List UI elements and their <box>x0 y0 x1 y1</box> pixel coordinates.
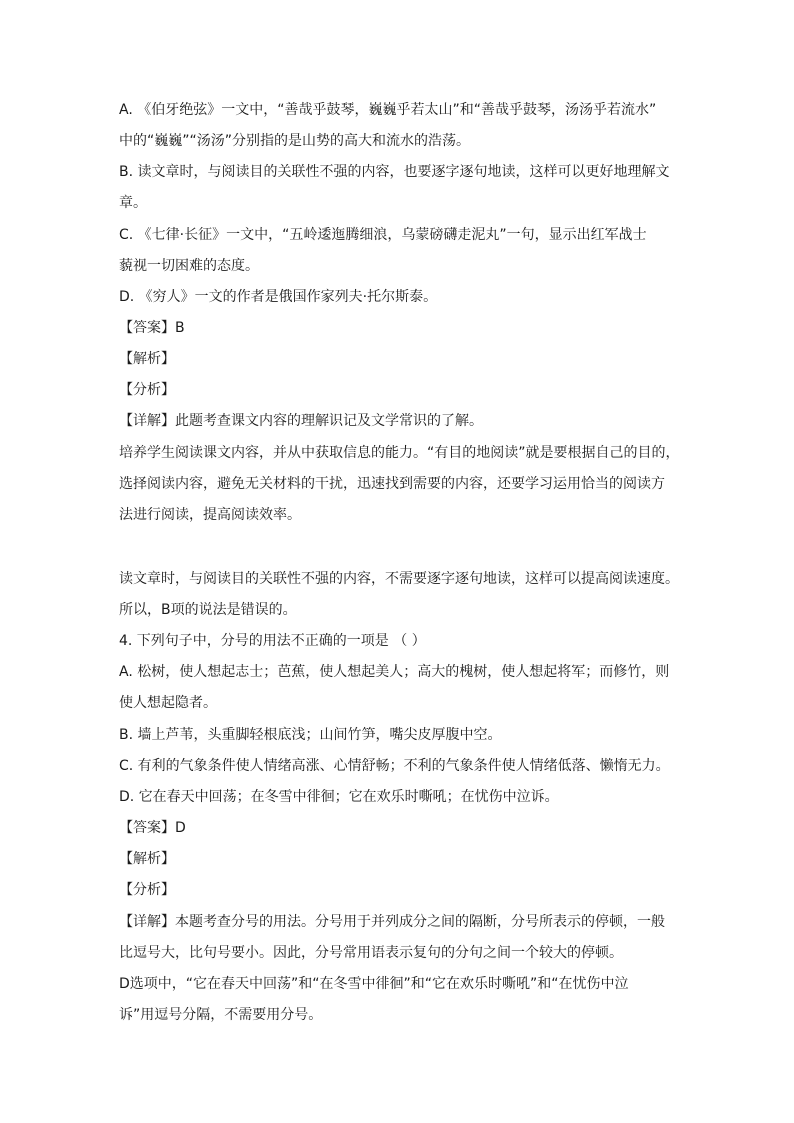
q4-option-c: C. 有利的气象条件使人情绪高涨、心情舒畅；不利的气象条件使人情绪低落、懒惰无力。 <box>119 758 670 774</box>
q4-option-a-line-2: 使人想起隐者。 <box>119 695 217 711</box>
q4-detail-line-2: 比逗号大，比句号要小。因此，分号常用语表示复句的分句之间一个较大的停顿。 <box>119 945 623 961</box>
option-c-line-1: C. 《七律·长征》一文中，“五岭逶迤腾细浪，乌蒙磅礴走泥丸”一句，显示出红军战士 <box>119 227 647 243</box>
q4-analysis-label: 【解析】 <box>119 851 175 867</box>
detail-line-3: 选择阅读内容，避免无关材料的干扰，迅速找到需要的内容，还要学习运用恰当的阅读方 <box>119 476 665 492</box>
option-b-line-1: B. 读文章时，与阅读目的关联性不强的内容，也要逐字逐句地读，这样可以更好地理解文 <box>119 164 670 180</box>
option-a-line-1: A. 《伯牙绝弦》一文中，“善哉乎鼓琴，巍巍乎若太山”和“善哉乎鼓琴，汤汤乎若流水” <box>119 102 657 118</box>
q4-option-a-line-1: A. 松树，使人想起志士；芭蕉，使人想起美人；高大的槐树，使人想起将军；而修竹，则 <box>119 664 670 680</box>
option-c-line-2: 藐视一切困难的态度。 <box>119 258 259 274</box>
question-4-title: 4. 下列句子中，分号的用法不正确的一项是 （ ） <box>119 633 426 649</box>
detail-line-5: 读文章时，与阅读目的关联性不强的内容，不需要逐字逐句地读，这样可以提高阅读速度。 <box>119 571 679 587</box>
q4-option-d: D. 它在春天中回荡；在冬雪中徘徊；它在欢乐时嘶吼；在忧伤中泣诉。 <box>119 789 559 805</box>
q4-breakdown-label: 【分析】 <box>119 882 175 898</box>
q4-detail-line-3: D选项中，“它在春天中回荡”和“在冬雪中徘徊”和“它在欢乐时嘶吼”和“在忧伤中泣 <box>119 976 629 992</box>
detail-line-1: 【详解】此题考查课文内容的理解识记及文学常识的了解。 <box>119 413 483 429</box>
detail-line-2: 培养学生阅读课文内容，并从中获取信息的能力。“有目的地阅读”就是要根据自己的目的， <box>119 445 680 461</box>
q4-answer-label: 【答案】D <box>119 820 186 836</box>
q4-option-b: B. 墙上芦苇，头重脚轻根底浅；山间竹笋，嘴尖皮厚腹中空。 <box>119 727 502 743</box>
detail-line-4: 法进行阅读，提高阅读效率。 <box>119 507 301 523</box>
detail-line-6: 所以，B项的说法是错误的。 <box>119 602 297 618</box>
breakdown-label: 【分析】 <box>119 382 175 398</box>
option-a-line-2: 中的“巍巍”“汤汤”分别指的是山势的高大和流水的浩荡。 <box>119 133 471 149</box>
option-b-line-2: 章。 <box>119 195 147 211</box>
option-d-line: D. 《穷人》一文的作者是俄国作家列夫·托尔斯泰。 <box>119 289 438 305</box>
analysis-label: 【解析】 <box>119 351 175 367</box>
answer-label: 【答案】B <box>119 320 185 336</box>
q4-detail-line-4: 诉”用逗号分隔，不需要用分号。 <box>119 1007 323 1023</box>
q4-detail-line-1: 【详解】本题考查分号的用法。分号用于并列成分之间的隔断，分号所表示的停顿，一般 <box>119 914 665 930</box>
